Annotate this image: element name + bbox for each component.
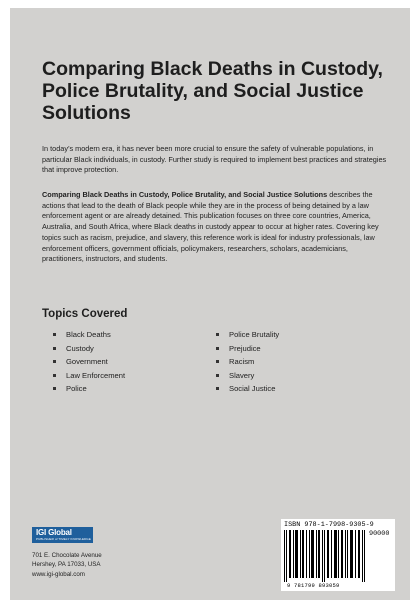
publisher-address	[32, 551, 102, 579]
topic-item: Custody	[52, 344, 125, 358]
book-back-cover	[10, 8, 410, 600]
address-line-1: 701 E. Chocolate Avenue	[32, 552, 102, 559]
price-code: 90000	[369, 530, 390, 538]
topic-item: Police Brutality	[215, 330, 279, 344]
address-line-2: Hershey, PA 17033, USA	[32, 561, 101, 569]
publisher-website: www.igi-global.com	[32, 570, 85, 578]
barcode-digits: 9 781799 893059	[287, 582, 340, 589]
intro-paragraph: In today’s modern era, it has never been more crucial to ensure the safety of vulnerable populations, in particular Black individuals, in custody. Further study is required to implement best practices and strategies that improve protection.	[42, 144, 387, 175]
topic-item: Police	[52, 384, 125, 398]
ean-barcode	[284, 530, 366, 582]
description-paragraph	[42, 190, 387, 265]
publisher-logo-tagline: PUBLISHER of TIMELY KNOWLEDGE	[36, 537, 91, 541]
description-title: Comparing Black Deaths in Custody, Police Brutality, and Social Justice Solutions	[42, 190, 328, 199]
topic-item: Black Deaths	[52, 330, 125, 344]
barcode-panel	[281, 519, 395, 591]
topics-heading: Topics Covered	[42, 308, 128, 320]
topics-list-left	[52, 330, 125, 398]
topic-item: Law Enforcement	[52, 371, 125, 385]
isbn-text: ISBN 978-1-7998-9305-9	[284, 521, 374, 529]
topic-item: Prejudice	[215, 344, 279, 358]
topic-item: Government	[52, 357, 125, 371]
publisher-logo-name: IGI Global	[36, 528, 72, 537]
topic-item: Slavery	[215, 371, 279, 385]
topics-list-right	[215, 330, 279, 398]
publisher-logo	[32, 527, 93, 543]
topic-item: Social Justice	[215, 384, 279, 398]
topic-item: Racism	[215, 357, 279, 371]
book-title: Comparing Black Deaths in Custody, Police Brutality, and Social Justice Solutions	[42, 58, 383, 124]
description-text: describes the actions that lead to the death of Black people while they are in the process of being detained by a law enforcement agent or are already detained. This publication focuses on three core countries, America, Australia, and South Africa, where Black deaths in custody appear to occur at higher rates. Covering key topics such as racism, prejudice, and slavery, this reference work is ideal for industry professionals, law enforcement officers, government officials, policymakers, researchers, scholars, academicians, practitioners, instructors, and students.	[42, 190, 379, 264]
